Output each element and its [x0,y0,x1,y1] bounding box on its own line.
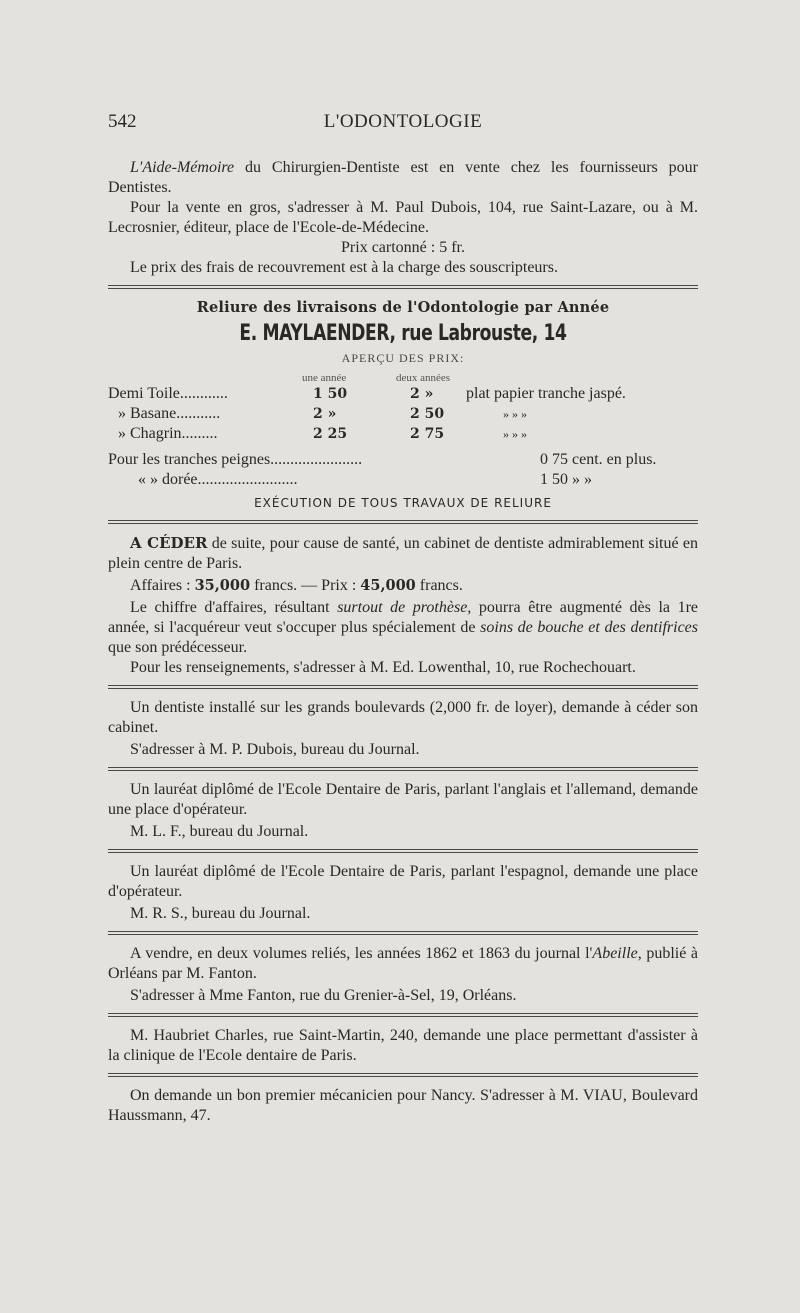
affaires-value: 35,000 [194,577,251,594]
ad-text: Un lauréat diplômé de l'Ecole Dentaire de Paris, parlant l'espagnol, demande une place d'opérateur. [108,863,698,900]
chiffre-text-a: Le chiffre d'affaires, résultant [130,599,338,616]
price-row [108,404,698,424]
chiffre-text-b: pourra être augmenté dès la 1re année, si l'acquéreur veut s'occuper plus spécialement de [108,599,698,636]
page-number: 542 [108,111,137,132]
abeille-title: Abeille [592,945,638,962]
row-price-two: 2 » [410,386,434,402]
row-note: plat papier tranche jaspé. [466,385,626,402]
haubriet-notice: M. Haubriet Charles, rue Saint-Martin, 240, demande une place permettant d'assister à la clinique de l'Ecole dentaire de Paris. [108,1027,698,1064]
wholesale-notice: Pour la vente en gros, s'adresser à M. Paul Dubois, 104, rue Saint-Lazare, ou à M. Lecrosnier, éditeur, place de l'Ecole-de-Médecine. [108,199,698,236]
chiffre-italic: surtout de prothèse, [337,599,472,616]
abeille-notice [108,944,698,984]
affaires-mid: francs. — Prix : [250,577,361,594]
aide-memoire-title: L'Aide-Mémoire [130,159,235,176]
ceder-renseignements: Pour les renseignements, s'adresser à M. Ed. Lowenthal, 10, rue Rochechouart. [130,659,636,676]
viau-notice: On demande un bon premier mécanicien pour Nancy. S'adresser à M. VIAU, Boulevard Haussmann, 47. [108,1087,698,1124]
divider [108,685,698,689]
row-note: » » » [503,427,527,441]
abeille-contact: S'adresser à Mme Fanton, rue du Grenier-à-Sel, 19, Orléans. [130,987,517,1004]
row-price-two: 2 50 [410,406,445,422]
prix-value: 45,000 [360,577,416,594]
ad-contact: M. L. F., bureau du Journal. [130,823,309,840]
ad-text: Un dentiste installé sur les grands boulevards (2,000 fr. de loyer), demande à céder son cabinet. [108,699,698,736]
affaires-label: Affaires : [130,577,195,594]
doree-label: « » dorée......................... [138,471,298,488]
divider [108,767,698,771]
aide-memoire-text: du Chirurgien-Dentiste est en vente chez les fournisseurs pour Dentistes. [108,159,698,196]
row-price-two: 2 75 [410,426,445,442]
col-one-year: une année [302,372,347,384]
col-two-years: deux années [396,372,451,384]
peignes-row [108,450,698,470]
chiffre-italic-2: soins de bouche et des dentifrices [480,619,698,636]
ceder-chiffre [108,598,698,658]
price-row [108,424,698,444]
price-column-headers [108,368,698,384]
abeille-text-b: , publié à Orléans par M. Fanton. [108,945,699,982]
ad-text: Un lauréat diplômé de l'Ecole Dentaire de Paris, parlant l'anglais et l'allemand, demande une place d'opérateur. [108,781,698,818]
abeille-text-a: A vendre, en deux volumes reliés, les années 1862 et 1863 du journal l' [130,945,593,962]
peignes-price: 0 75 cent. en plus. [540,451,657,468]
journal-title: L'ODONTOLOGIE [323,111,483,132]
row-label: » Basane........... [118,405,221,422]
execution-line: EXÉCUTION DE TOUS TRAVAUX DE RELIURE [254,496,552,510]
apercu-heading: APERÇU DES PRIX: [341,351,465,365]
page-content [108,108,698,1126]
running-header [108,108,698,138]
doree-row [108,470,698,490]
peignes-label: Pour les tranches peignes....................... [108,451,363,468]
divider [108,285,698,289]
ad-contact: S'adresser à M. P. Dubois, bureau du Journal. [130,741,420,758]
row-label: » Chagrin......... [118,425,218,442]
prix-unit: francs. [415,577,463,594]
row-price-one: 1 50 [313,386,348,402]
row-price-one: 2 25 [313,426,348,442]
ceder-affaires [108,576,698,596]
divider [108,1013,698,1017]
row-note: » » » [503,407,527,421]
ceder-intro [108,533,698,574]
doree-price: 1 50 » » [540,471,592,488]
binder-name: E. MAYLAENDER, rue Labrouste, 14 [239,321,567,346]
price-row [108,384,698,404]
row-label: Demi Toile............ [108,385,228,402]
divider [108,1073,698,1077]
divider [108,520,698,524]
ceder-lead: A CÉDER [130,534,208,552]
ceder-intro-text: de suite, pour cause de santé, un cabinet de dentiste admirablement situé en plein centre de Paris. [108,535,699,572]
chiffre-text-c: que son prédécesseur. [108,639,248,656]
ad-contact: M. R. S., bureau du Journal. [130,905,311,922]
row-price-one: 2 » [313,406,337,422]
reliure-title: Reliure des livraisons de l'Odontologie par Année [196,299,610,316]
aide-memoire-notice [108,158,698,198]
divider [108,849,698,853]
divider [108,931,698,935]
fees-notice: Le prix des frais de recouvrement est à la charge des souscripteurs. [130,259,558,276]
price-cartonne: Prix cartonné : 5 fr. [341,239,465,256]
